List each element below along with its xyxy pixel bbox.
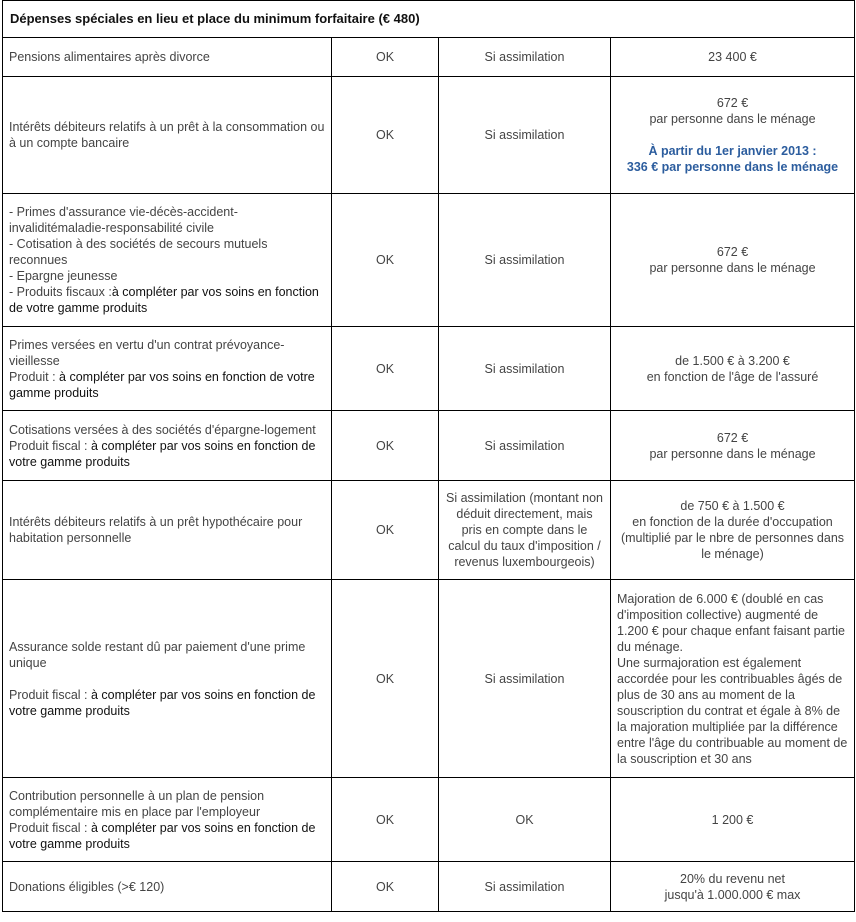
amount-value: 672 €: [716, 245, 749, 259]
table-row: [3, 481, 855, 580]
table-row: [3, 194, 855, 327]
status-cell: OK: [332, 411, 439, 481]
amount-value: 20% du revenu net: [680, 871, 785, 886]
status-cell: OK: [332, 194, 439, 327]
label-instruction: à compléter par vos soins en fonction de votre gamme produits: [9, 369, 315, 400]
label-main: Primes versées en vertu d'un contrat prévoyance-vieillesse: [9, 337, 285, 368]
amount-note: par personne dans le ménage: [649, 261, 816, 275]
label-line: - Primes d'assurance vie-décès-accident-invaliditémaladie-responsabilité civile: [9, 205, 238, 235]
label-instruction: à compléter par vos soins en fonction de votre gamme produits: [9, 285, 319, 315]
amount-cell: [611, 194, 855, 327]
label-prefix: - Produits fiscaux :: [9, 285, 112, 299]
label-main: Contribution personnelle à un plan de pension complémentaire mis en place par l'employeur: [9, 788, 265, 819]
amount-paragraph: Une surmajoration est également accordée pour les contribuables âgés de plus de 30 ans au moment de la souscription du contrat et égale à 8% de la majoration multipliée par la différence entre l'âge du contribuable au moment de la souscription et 30 ans: [617, 655, 848, 766]
amount-cell: [611, 411, 855, 481]
amount-value: 672 €: [716, 96, 749, 110]
amount-highlight: À partir du 1er janvier 2013 :: [648, 144, 817, 158]
condition-cell: Si assimilation: [439, 77, 611, 194]
expense-label: [3, 580, 332, 778]
label-line: - Epargne jeunesse: [9, 269, 118, 283]
condition-cell: Si assimilation: [439, 411, 611, 481]
table-row: [3, 778, 855, 862]
condition-cell: Si assimilation: [439, 38, 611, 77]
amount-value: 672 €: [716, 430, 749, 445]
expense-label: [3, 411, 332, 481]
label-main: Cotisations versées à des sociétés d'épargne-logement: [9, 422, 316, 437]
amount-cell: [611, 77, 855, 194]
label-prefix: Produit fiscal :: [9, 687, 88, 702]
condition-cell: Si assimilation: [439, 194, 611, 327]
amount-note: (multiplié par le nbre de personnes dans le ménage): [620, 531, 845, 561]
amount-note: jusqu'à 1.000.000 € max: [664, 887, 801, 902]
amount-note: en fonction de l'âge de l'assuré: [646, 369, 819, 384]
amount-note: en fonction de la durée d'occupation: [632, 515, 833, 529]
table-row: [3, 38, 855, 77]
expense-label: [3, 327, 332, 411]
amount-note: par personne dans le ménage: [649, 446, 816, 461]
amount-value: de 1.500 € à 3.200 €: [675, 353, 790, 368]
label-prefix: Produit fiscal :: [9, 438, 88, 453]
condition-cell: OK: [439, 778, 611, 862]
label-instruction: à compléter par vos soins en fonction de votre gamme produits: [9, 438, 316, 469]
status-cell: OK: [332, 481, 439, 580]
table-row: [3, 327, 855, 411]
status-cell: OK: [332, 862, 439, 912]
amount-cell: 23 400 €: [611, 38, 855, 77]
amount-cell: [611, 862, 855, 912]
amount-cell: [611, 580, 855, 778]
expense-label: Intérêts débiteurs relatifs à un prêt à la consommation ou à un compte bancaire: [3, 77, 332, 194]
amount-cell: 1 200 €: [611, 778, 855, 862]
table-row: [3, 862, 855, 912]
label-prefix: Produit :: [9, 369, 56, 384]
status-cell: OK: [332, 38, 439, 77]
amount-note: par personne dans le ménage: [649, 112, 816, 126]
expense-label: Donations éligibles (>€ 120): [3, 862, 332, 912]
special-expenses-table: [2, 0, 855, 912]
table-header-row: [3, 1, 855, 38]
expense-label: Intérêts débiteurs relatifs à un prêt hypothécaire pour habitation personnelle: [3, 481, 332, 580]
condition-cell: Si assimilation: [439, 327, 611, 411]
table-title: Dépenses spéciales en lieu et place du minimum forfaitaire (€ 480): [3, 1, 855, 38]
label-instruction: à compléter par vos soins en fonction de votre gamme produits: [9, 687, 316, 718]
amount-paragraph: Majoration de 6.000 € (doublé en cas d'imposition collective) augmenté de 1.200 € pour chaque enfant faisant partie du ménage.: [617, 591, 845, 654]
expense-label: [3, 194, 332, 327]
condition-cell: Si assimilation: [439, 862, 611, 912]
condition-cell: Si assimilation: [439, 580, 611, 778]
amount-value: de 750 € à 1.500 €: [680, 499, 785, 513]
amount-highlight: 336 € par personne dans le ménage: [626, 160, 839, 174]
amount-cell: [611, 327, 855, 411]
label-line: - Cotisation à des sociétés de secours mutuels reconnues: [9, 237, 268, 267]
condition-cell: Si assimilation (montant non déduit directement, mais pris en compte dans le calcul du taux d'imposition / revenus luxembourgeois): [439, 481, 611, 580]
status-cell: OK: [332, 327, 439, 411]
label-main: Assurance solde restant dû par paiement d'une prime unique: [9, 639, 306, 670]
label-prefix: Produit fiscal :: [9, 820, 88, 835]
amount-cell: [611, 481, 855, 580]
expense-label: Pensions alimentaires après divorce: [3, 38, 332, 77]
status-cell: OK: [332, 77, 439, 194]
table-row: [3, 580, 855, 778]
status-cell: OK: [332, 580, 439, 778]
status-cell: OK: [332, 778, 439, 862]
label-instruction: à compléter par vos soins en fonction de votre gamme produits: [9, 820, 316, 851]
expense-label: [3, 778, 332, 862]
table-row: [3, 77, 855, 194]
table-row: [3, 411, 855, 481]
